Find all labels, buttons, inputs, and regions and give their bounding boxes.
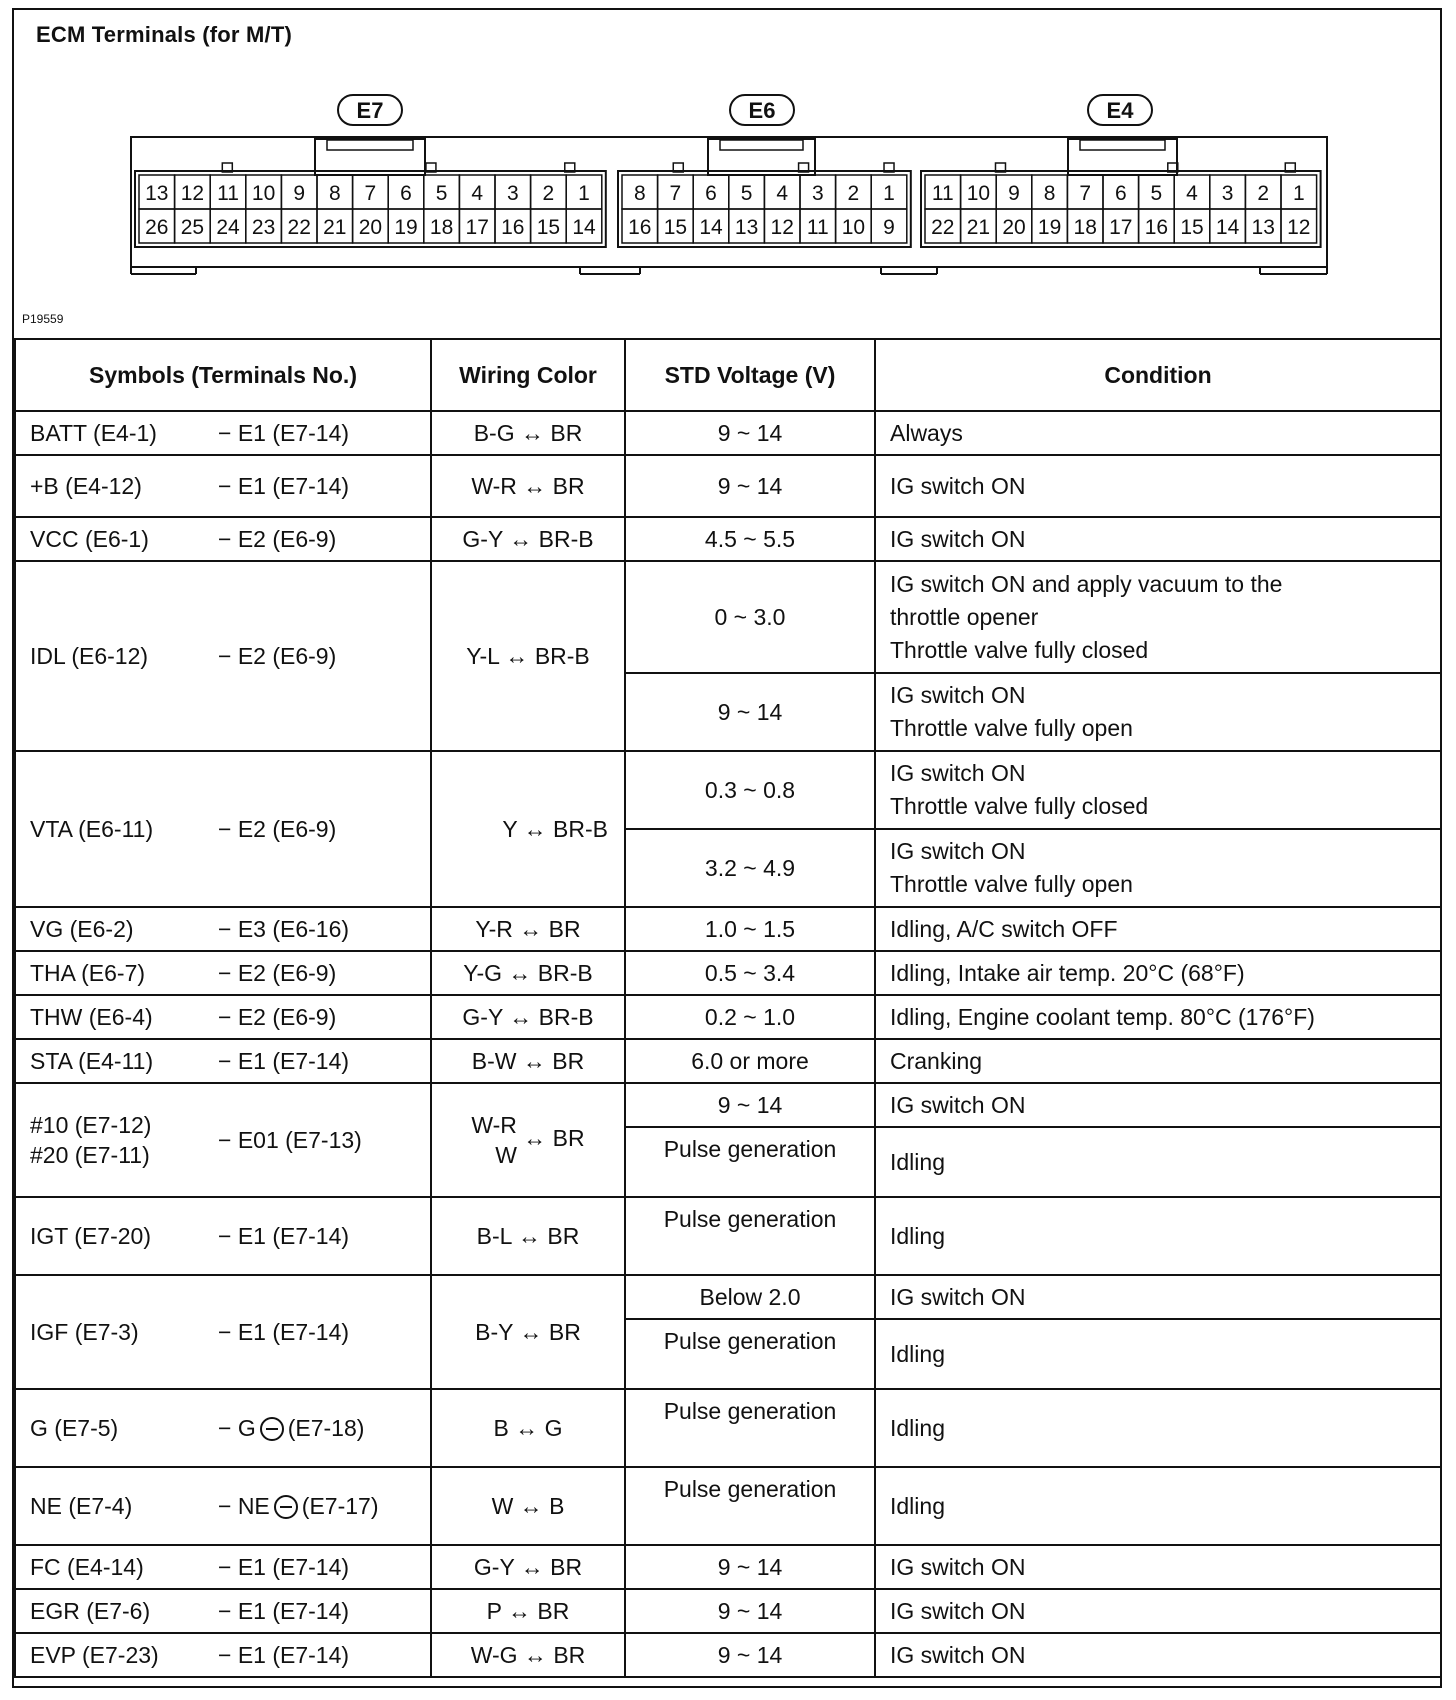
condition-line: Throttle valve fully open <box>890 715 1133 741</box>
pin-number: 8 <box>633 182 646 205</box>
pin-number: 26 <box>145 216 169 239</box>
pin-number: 12 <box>180 182 205 205</box>
pin-number: 23 <box>251 216 276 239</box>
pin-number: 25 <box>180 216 205 239</box>
ground-terminal: − E2 (E6-9) <box>218 959 337 986</box>
condition: IG switch ON <box>875 1275 1441 1319</box>
table-row <box>15 455 1441 517</box>
terminal: #10 (E7-12) <box>30 1112 152 1138</box>
ground-terminal: − E1 (E7-14) <box>218 1597 350 1624</box>
wiring-color: B ↔ G <box>431 1389 625 1467</box>
pin-number: 12 <box>1287 216 1311 239</box>
terminal: THA (E6-7) <box>30 959 146 986</box>
pin-number: 11 <box>217 182 239 205</box>
std-voltage: 9 ~ 14 <box>625 455 875 517</box>
condition-line: IG switch ON and apply vacuum to the <box>890 570 1283 597</box>
symbol-cell <box>15 1467 431 1545</box>
condition <box>875 561 1441 673</box>
ground-terminal-no: (E7-18) <box>287 1414 365 1441</box>
header-wiring: Wiring Color <box>431 339 625 411</box>
std-voltage: 0.2 ~ 1.0 <box>625 995 875 1039</box>
table-row <box>15 907 1441 951</box>
ground-terminal: − NE <box>218 1492 270 1519</box>
wiring-color: W-G ↔ BR <box>431 1633 625 1677</box>
minus-circle-icon <box>260 1417 284 1441</box>
table-row <box>15 561 1441 673</box>
pin-number: 5 <box>1150 182 1163 205</box>
condition: Idling <box>875 1467 1441 1545</box>
pin-number: 11 <box>931 182 954 205</box>
ground-terminal: − E2 (E6-9) <box>218 525 337 552</box>
pin-number: 15 <box>1180 216 1204 239</box>
terminal: THW (E6-4) <box>30 1003 153 1030</box>
table-row <box>15 951 1441 995</box>
condition-line: throttle opener <box>890 603 1039 630</box>
terminal: IGT (E7-20) <box>30 1222 151 1249</box>
std-voltage: 0 ~ 3.0 <box>625 561 875 673</box>
std-voltage: 9 ~ 14 <box>625 673 875 751</box>
pin-number: 5 <box>740 182 753 205</box>
pin-number: 21 <box>323 216 347 239</box>
pin-number: 22 <box>931 216 955 239</box>
pin-number: 17 <box>1109 216 1133 239</box>
ground-terminal: − E2 (E6-9) <box>218 1003 337 1030</box>
pin-number: 2 <box>847 182 860 205</box>
condition: Idling <box>875 1197 1441 1275</box>
terminal: VTA (E6-11) <box>30 815 154 842</box>
connector-latch-slot <box>1080 140 1165 150</box>
symbol-cell <box>15 1545 431 1589</box>
condition: Idling, A/C switch OFF <box>875 907 1441 951</box>
terminal: BATT (E4-1) <box>30 419 157 446</box>
symbol-cell <box>15 1589 431 1633</box>
wiring-color: G-Y ↔ BR <box>431 1545 625 1589</box>
pin-number: 19 <box>394 216 418 239</box>
table-header-row <box>15 339 1441 411</box>
condition: IG switch ON <box>875 1083 1441 1127</box>
pin-number: 18 <box>1073 216 1097 239</box>
table-row <box>15 995 1441 1039</box>
condition <box>875 829 1441 907</box>
pin-number: 14 <box>572 216 596 239</box>
std-voltage: 9 ~ 14 <box>625 1083 875 1127</box>
condition-line: Throttle valve fully open <box>890 871 1133 897</box>
ground-terminal: − E1 (E7-14) <box>218 1047 350 1074</box>
symbol-cell <box>15 1197 431 1275</box>
wire-color: W-R <box>471 1112 517 1138</box>
ground-terminal: − E1 (E7-14) <box>218 419 350 446</box>
pin-number: 6 <box>705 182 717 205</box>
condition: IG switch ON <box>875 517 1441 561</box>
ground-terminal: − E2 (E6-9) <box>218 642 337 669</box>
table-row <box>15 1467 1441 1545</box>
std-voltage: 0.5 ~ 3.4 <box>625 951 875 995</box>
std-voltage: Pulse generation <box>625 1467 875 1545</box>
wiring-color: G-Y ↔ BR-B <box>431 995 625 1039</box>
table-row <box>15 1589 1441 1633</box>
symbol-cell <box>15 517 431 561</box>
pin-number: 20 <box>1002 216 1026 239</box>
pin-number: 15 <box>536 216 561 239</box>
connector-latch-slot <box>327 140 413 150</box>
pin-number: 19 <box>1037 216 1062 239</box>
connector-latch <box>315 139 425 175</box>
pin-number: 14 <box>1215 216 1240 239</box>
ground-terminal: − E1 (E7-14) <box>218 1222 350 1249</box>
wiring-color: W ↔ B <box>431 1467 625 1545</box>
table-row <box>15 1197 1441 1275</box>
condition: IG switch ON <box>875 455 1441 517</box>
connector-label: E4 <box>1106 98 1134 123</box>
symbol-cell <box>15 1275 431 1389</box>
terminal: VG (E6-2) <box>30 915 134 942</box>
pin-number: 16 <box>628 216 652 239</box>
pin-number: 21 <box>966 216 991 239</box>
connector-latch-slot <box>720 140 803 150</box>
wiring-color: B-L ↔ BR <box>431 1197 625 1275</box>
condition-line: IG switch ON <box>890 760 1026 786</box>
ground-terminal: − E1 (E7-14) <box>218 1318 350 1345</box>
condition: IG switch ON <box>875 1589 1441 1633</box>
ground-terminal: − E1 (E7-14) <box>218 1641 350 1668</box>
symbol-cell <box>15 1083 431 1197</box>
symbol-cell <box>15 411 431 455</box>
terminal: FC (E4-14) <box>30 1553 144 1580</box>
pin-number: 14 <box>699 216 723 239</box>
pin-number: 8 <box>1043 182 1056 205</box>
terminal: G (E7-5) <box>30 1414 119 1441</box>
ground-terminal: − E1 (E7-14) <box>218 1553 350 1580</box>
pin-number: 11 <box>806 216 829 239</box>
terminal: IDL (E6-12) <box>30 642 149 669</box>
wiring-color <box>431 1083 625 1197</box>
std-voltage: Below 2.0 <box>625 1275 875 1319</box>
pin-number: 7 <box>1079 182 1092 205</box>
symbol-cell <box>15 751 431 907</box>
pin-number: 2 <box>1257 182 1270 205</box>
minus-circle-icon <box>274 1495 298 1519</box>
pin-number: 4 <box>1186 182 1198 205</box>
pin-number: 10 <box>966 182 991 205</box>
pin-number: 13 <box>1251 216 1275 239</box>
ground-terminal-no: (E7-17) <box>301 1492 379 1519</box>
table-row <box>15 1275 1441 1319</box>
wire-color: ↔ BR <box>523 1125 585 1152</box>
terminal: STA (E4-11) <box>30 1047 154 1074</box>
pin-number: 4 <box>776 182 789 205</box>
condition <box>875 673 1441 751</box>
std-voltage: 0.3 ~ 0.8 <box>625 751 875 829</box>
figure-id: P19559 <box>22 312 64 326</box>
pin-number: 4 <box>471 182 484 205</box>
pin-number: 3 <box>811 182 824 205</box>
ground-terminal: − E1 (E7-14) <box>218 472 350 499</box>
pin-number: 1 <box>1292 182 1305 205</box>
table-row <box>15 1633 1441 1677</box>
header-symbols: Symbols (Terminals No.) <box>15 339 431 411</box>
std-voltage: Pulse generation <box>625 1389 875 1467</box>
pin-number: 24 <box>216 216 240 239</box>
table-row <box>15 411 1441 455</box>
terminal: +B (E4-12) <box>30 472 142 499</box>
condition-line: IG switch ON <box>890 838 1026 864</box>
wire-color: W <box>495 1142 517 1168</box>
pin-number: 5 <box>435 182 448 205</box>
header-condition: Condition <box>875 339 1441 411</box>
pin-number: 13 <box>734 216 759 239</box>
condition-line: IG switch ON <box>890 682 1026 708</box>
std-voltage: Pulse generation <box>625 1319 875 1389</box>
wiring-color: Y-L ↔ BR-B <box>431 561 625 751</box>
pin-number: 9 <box>1008 182 1020 205</box>
std-voltage: 3.2 ~ 4.9 <box>625 829 875 907</box>
header-voltage: STD Voltage (V) <box>625 339 875 411</box>
pin-number: 9 <box>293 182 306 205</box>
condition: Idling <box>875 1127 1441 1197</box>
pin-number: 1 <box>883 182 895 205</box>
pin-number: 20 <box>358 216 383 239</box>
table-row <box>15 1039 1441 1083</box>
wiring-color: Y-R ↔ BR <box>431 907 625 951</box>
pin-number: 6 <box>1114 182 1127 205</box>
pin-number: 16 <box>1144 216 1169 239</box>
connector-label: E6 <box>748 98 776 123</box>
condition: Idling, Intake air temp. 20°C (68°F) <box>875 951 1441 995</box>
symbol-cell <box>15 1039 431 1083</box>
wiring-color: Y-G ↔ BR-B <box>431 951 625 995</box>
pin-number: 3 <box>506 182 519 205</box>
wiring-color: W-R ↔ BR <box>431 455 625 517</box>
wiring-color: Y ↔ BR-B <box>431 751 625 907</box>
table-row <box>15 751 1441 829</box>
std-voltage: 1.0 ~ 1.5 <box>625 907 875 951</box>
connector-latch <box>1068 139 1177 175</box>
ground-terminal: − E2 (E6-9) <box>218 815 337 842</box>
pin-number: 7 <box>669 182 682 205</box>
wiring-color: G-Y ↔ BR-B <box>431 517 625 561</box>
connector-diagram <box>0 0 1456 320</box>
table-row <box>15 517 1441 561</box>
table-row <box>15 1389 1441 1467</box>
terminal: EGR (E7-6) <box>30 1597 151 1624</box>
condition: Always <box>875 411 1441 455</box>
pin-number: 13 <box>145 182 169 205</box>
std-voltage: 4.5 ~ 5.5 <box>625 517 875 561</box>
pin-number: 6 <box>400 182 412 205</box>
std-voltage: Pulse generation <box>625 1127 875 1197</box>
pin-number: 2 <box>542 182 555 205</box>
pin-number: 8 <box>328 182 341 205</box>
pin-number: 15 <box>663 216 688 239</box>
ground-terminal: − E01 (E7-13) <box>218 1126 362 1153</box>
condition: IG switch ON <box>875 1633 1441 1677</box>
pin-number: 3 <box>1221 182 1234 205</box>
pin-number: 12 <box>770 216 794 239</box>
terminal: NE (E7-4) <box>30 1492 133 1519</box>
condition: Cranking <box>875 1039 1441 1083</box>
symbol-cell <box>15 1389 431 1467</box>
condition-line: Throttle valve fully closed <box>890 793 1149 819</box>
ground-terminal: − E3 (E6-16) <box>218 915 350 942</box>
wiring-color: B-W ↔ BR <box>431 1039 625 1083</box>
pin-number: 10 <box>251 182 276 205</box>
condition: Idling <box>875 1389 1441 1467</box>
condition: IG switch ON <box>875 1545 1441 1589</box>
std-voltage: 9 ~ 14 <box>625 411 875 455</box>
std-voltage: 6.0 or more <box>625 1039 875 1083</box>
terminal-table <box>14 338 1442 1678</box>
terminal: #20 (E7-11) <box>30 1142 150 1168</box>
terminal: VCC (E6-1) <box>30 525 149 552</box>
pin-number: 17 <box>465 216 489 239</box>
page-title: ECM Terminals (for M/T) <box>36 22 292 47</box>
pin-number: 16 <box>501 216 525 239</box>
pin-number: 10 <box>841 216 866 239</box>
table-row <box>15 1083 1441 1127</box>
symbol-cell <box>15 995 431 1039</box>
std-voltage: 9 ~ 14 <box>625 1545 875 1589</box>
pin-number: 18 <box>429 216 454 239</box>
table-row <box>15 1545 1441 1589</box>
pin-number: 9 <box>883 216 895 239</box>
symbol-cell <box>15 561 431 751</box>
ground-terminal: − G <box>218 1414 256 1441</box>
wiring-color: B-Y ↔ BR <box>431 1275 625 1389</box>
condition <box>875 751 1441 829</box>
condition: Idling, Engine coolant temp. 80°C (176°F) <box>875 995 1441 1039</box>
condition: Idling <box>875 1319 1441 1389</box>
symbol-cell <box>15 1633 431 1677</box>
symbol-cell <box>15 455 431 517</box>
connector-label: E7 <box>356 98 384 123</box>
symbol-cell <box>15 951 431 995</box>
std-voltage: 9 ~ 14 <box>625 1589 875 1633</box>
pin-number: 22 <box>287 216 311 239</box>
pin-number: 7 <box>364 182 377 205</box>
wiring-color: B-G ↔ BR <box>431 411 625 455</box>
std-voltage: 9 ~ 14 <box>625 1633 875 1677</box>
terminal: IGF (E7-3) <box>30 1318 139 1345</box>
terminal: EVP (E7-23) <box>30 1641 159 1668</box>
std-voltage: Pulse generation <box>625 1197 875 1275</box>
symbol-cell <box>15 907 431 951</box>
pin-number: 1 <box>578 182 590 205</box>
wiring-color: P ↔ BR <box>431 1589 625 1633</box>
condition-line: Throttle valve fully closed <box>890 636 1149 663</box>
